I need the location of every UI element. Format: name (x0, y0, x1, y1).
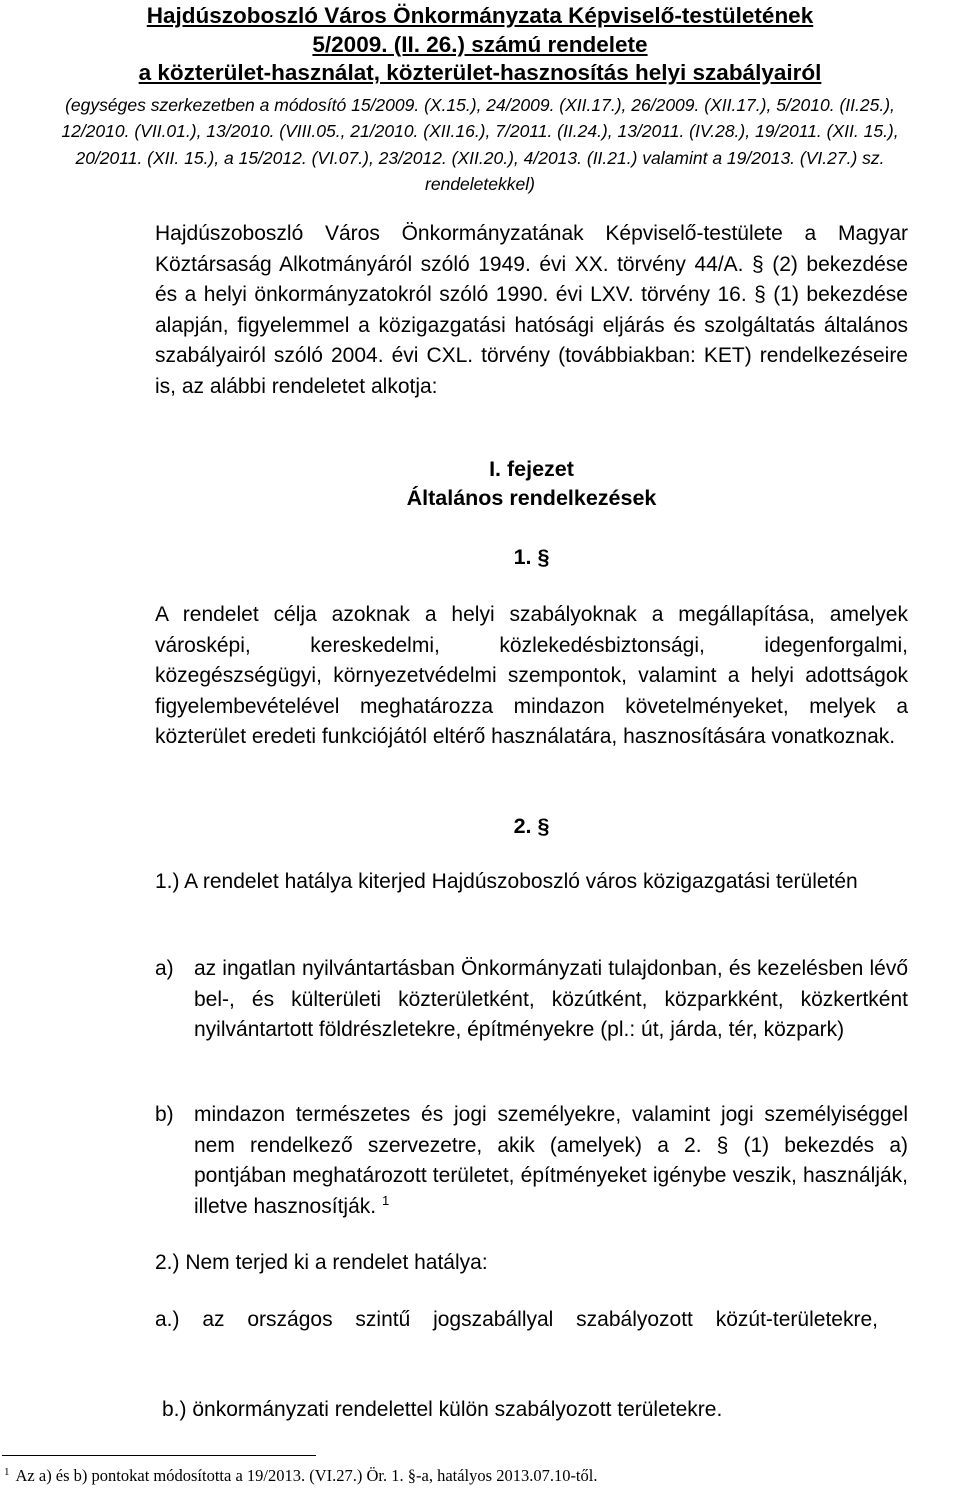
title-line-2: 5/2009. (II. 26.) számú rendelete (312, 31, 648, 57)
list-item-b (155, 1100, 908, 1222)
title-line-3: a közterület-használat, közterület-hasznosítás helyi szabályairól (138, 60, 822, 85)
section-1-number: 1. § (513, 545, 550, 569)
list-item-a-marker: a) (155, 957, 174, 980)
list-item-b-body (194, 1100, 908, 1222)
consolidation-note: (egységes szerkezetben a módosító 15/2009. (X.15.), 24/2009. (XII.17.), 26/2009. (XII.17.), 5/2010. (II.25.), 12/2010. (VII.01.), 13/2010. (VIII.05., 21/2010. (XII.16.), 7/2011. (II.24.), 13/2011. (IV.28.), 19/2011. (XII. 15.), 20/2011. (XII. 15.), a 15/2012. (VI.07.), 23/2012. (XII.20.), 4/2013. (II.21.) valamint a 19/2013. (VI.27.) sz. rendeletekkel) (61, 94, 899, 194)
section-2-paragraph-1: 1.) A rendelet hatálya kiterjed Hajdúszoboszló város közigazgatási területén (155, 870, 858, 893)
list-item-a (155, 954, 908, 1046)
section-2-number: 2. § (513, 814, 550, 838)
footnote-separator (2, 1455, 316, 1456)
footnote-mark: 1 (4, 1466, 10, 1478)
list-item-2a: a.) az országos szintű jogszabállyal szabályozott közút-területekre, (155, 1308, 878, 1331)
chapter-title: Általános rendelkezések (406, 486, 657, 510)
list-item-2b: b.) önkormányzati rendelettel külön szabályozott területekre. (162, 1398, 723, 1421)
chapter-number: I. fejezet (489, 457, 574, 481)
footnote (4, 1466, 904, 1486)
list-item-b-marker: b) (155, 1103, 174, 1126)
document-title (60, 2, 900, 198)
chapter-heading (155, 455, 908, 513)
section-1-text: A rendelet célja azoknak a helyi szabályoknak a megállapítása, amelyek városképi, kereskedelmi, közlekedésbiztonsági, idegenforgalmi, közegészségügyi, környezetvédelmi szempontok, valamint a helyi adottságok figyelembevételével meghatározza mindazon követelményeket, melyek a közterület eredeti funkciójától eltérő használatára, hasznosítására vonatkoznak. (155, 603, 908, 748)
title-line-1: Hajdúszoboszló Város Önkormányzata Képviselő-testületének (146, 3, 814, 28)
preamble: Hajdúszoboszló Város Önkormányzatának Képviselő-testülete a Magyar Köztársaság Alkotmányáról szóló 1949. évi XX. törvény 44/A. § (2) bekezdése és a helyi önkormányzatokról szóló 1990. évi LXV. törvény 16. § (1) bekezdése alapján, figyelemmel a közigazgatási hatósági eljárás és szolgáltatás általános szabályairól szóló 2004. évi CXL. törvény (továbbiakban: KET) rendelkezéseire is, az alábbi rendeletet alkotja: (155, 222, 908, 398)
section-2-paragraph-2: 2.) Nem terjed ki a rendelet hatálya: (155, 1251, 488, 1274)
footnote-text: Az a) és b) pontokat módosította a 19/2013. (VI.27.) Ör. 1. §-a, hatályos 2013.07.10-től. (15, 1466, 598, 1485)
list-item-a-text: az ingatlan nyilvántartásban Önkormányzati tulajdonban, és kezelésben lévő bel-, és külterületi közterületként, közútként, közparkként, közkertként nyilvántartott földrészletekre, építményekre (pl.: út, járda, tér, közpark) (194, 957, 908, 1041)
footnote-reference[interactable]: 1 (381, 1192, 390, 1208)
list-item-b-text: mindazon természetes és jogi személyekre, valamint jogi személyiséggel nem rendelkező szervezetre, akik (amelyek) a 2. § (1) bekezdés a) pontjában meghatározott területet, építményeket igénybe veszik, használják, illetve hasznosítják. (194, 1103, 908, 1218)
